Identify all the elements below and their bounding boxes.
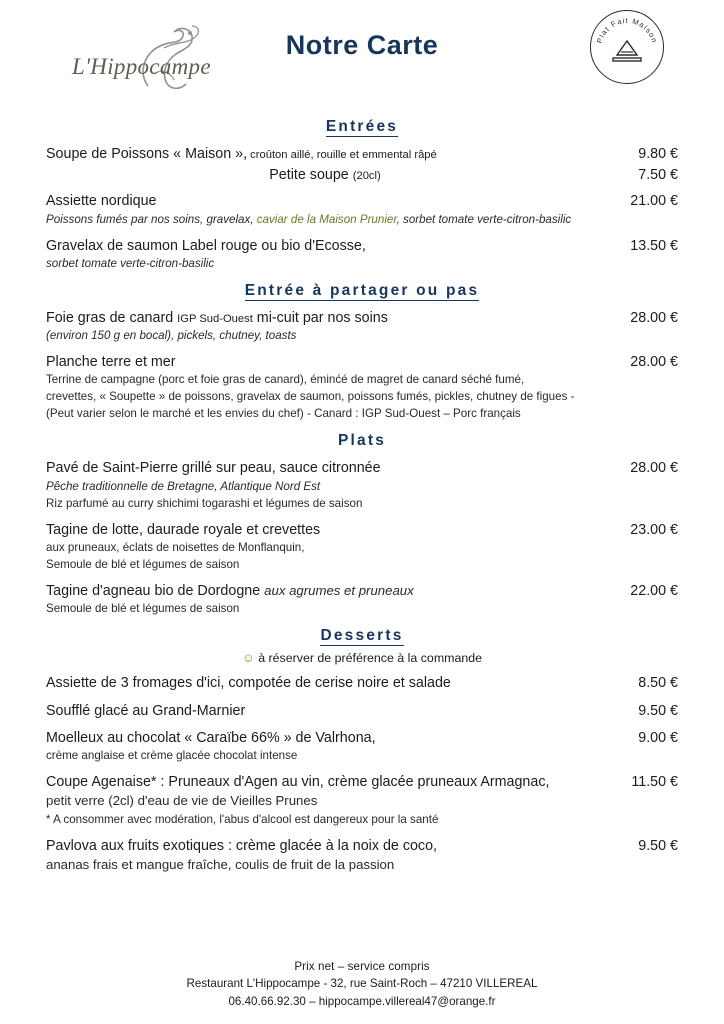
item-price: 22.00 € [630, 582, 678, 599]
item-price: 8.50 € [638, 675, 678, 692]
item-description-line: (Peut varier selon le marché et les envies du chef) - Canard : IGP Sud-Ouest – Porc français [46, 407, 521, 421]
smiley-icon: ☺ [241, 651, 255, 666]
item-name-rest: : Pruneaux d'Agen au vin, crème glacée pruneaux Armagnac, [156, 774, 550, 791]
item-name: Soufflé glacé au Grand-Marnier [46, 702, 246, 719]
homemade-stamp [590, 10, 664, 84]
item-price: 28.00 € [630, 354, 678, 371]
item-description-line: crème anglaise et crème glacée chocolat intense [46, 749, 298, 763]
item-name: Coupe Agenaise* [46, 774, 157, 791]
svg-text:Plat Fait Maison: Plat Fait Maison [594, 15, 660, 45]
item-footnote: * A consommer avec modération, l'abus d'alcool est dangereux pour la santé [46, 812, 439, 826]
item-price: 23.00 € [630, 521, 678, 538]
item-price: 13.50 € [630, 237, 678, 254]
menu-item [46, 729, 678, 764]
item-description: sorbet tomate verte-citron-basilic [46, 256, 215, 270]
item-name-end: mi-cuit par nos soins [252, 309, 388, 326]
item-description-line: petit verre (2cl) d'eau de vie de Vieilles Prunes [46, 793, 318, 809]
section-title-entrees: Entrées [325, 118, 399, 135]
item-description-highlight: caviar de la Maison Prunier [256, 212, 397, 226]
item-description-line: ananas frais et mangue fraîche, coulis de fruit de la passion [46, 856, 395, 872]
menu-item [46, 674, 678, 692]
item-description-line: Riz parfumé au curry shichimi togarashi et légumes de saison [46, 496, 363, 510]
item-price: 11.50 € [631, 774, 678, 791]
item-price: 9.00 € [638, 729, 678, 746]
item-name: Foie gras de canard [46, 309, 178, 326]
menu-item [46, 309, 678, 344]
section-title-plats: Plats [337, 432, 387, 450]
item-name: Assiette nordique [46, 193, 157, 210]
menu-item [46, 702, 678, 720]
section-title-entree-partager: Entrée à partager ou pas [244, 281, 480, 299]
page-footer [0, 958, 724, 1010]
subitem-price: 7.50 € [638, 167, 678, 184]
menu-item [46, 237, 678, 272]
item-name-detail: aux agrumes et pruneaux [264, 582, 414, 598]
item-name-rest: compotée de cerise noire et salade [224, 675, 451, 692]
item-description: (environ 150 g en bocal), pickels, chutney, toasts [46, 329, 297, 343]
menu-item [46, 192, 678, 227]
menu-item [46, 145, 678, 163]
item-name: Pavlova aux fruits exotiques [46, 837, 225, 854]
item-name: Assiette de 3 fromages d'ici, [46, 675, 225, 692]
desserts-note [46, 651, 678, 665]
item-price: 28.00 € [630, 460, 678, 477]
subitem-name: Petite soupe [269, 167, 349, 184]
item-name-suffix: croûton aillé, rouille et emmental râpé [247, 149, 437, 161]
item-name: Soupe de Poissons « Maison », [46, 146, 248, 162]
item-price: 9.50 € [638, 702, 678, 719]
item-price: 21.00 € [630, 193, 678, 210]
section-entrees [46, 145, 678, 272]
item-description-line: crevettes, « Soupette » de poissons, gravelax de saumon, poissons fumés, pickles, chutney de figues - [46, 390, 575, 404]
item-description-line: aux pruneaux, éclats de noisettes de Monflanquin, [46, 540, 305, 554]
item-price: 9.80 € [638, 146, 678, 162]
stamp-graphic [591, 11, 663, 83]
item-name: Tagine de lotte, daurade royale et crevettes [46, 521, 321, 538]
item-price: 9.50 € [638, 837, 678, 854]
menu-subitem [46, 167, 678, 183]
item-name: Planche terre et mer [46, 354, 176, 371]
item-description-line: Terrine de campagne (porc et foie gras de canard), éminćé de magret de canard séché fumé, [46, 373, 525, 387]
menu-item [46, 837, 678, 875]
subitem-qty: (20cl) [352, 170, 381, 183]
menu-item [46, 353, 678, 422]
menu-item [46, 521, 678, 573]
menu-item [46, 582, 678, 617]
section-desserts [46, 674, 678, 874]
logo-text: L'Hippocampe [72, 54, 211, 79]
item-name: Gravelax de saumon Label rouge ou bio d'Ecosse, [46, 237, 366, 254]
footer-contact: 06.40.66.92.30 – hippocampe.villereal47@orange.fr [228, 994, 496, 1008]
desserts-note-text: à réserver de préférence à la commande [258, 651, 483, 666]
footer-address: Restaurant L'Hippocampe - 32, rue Saint-Roch – 47210 VILLEREAL [186, 977, 538, 991]
section-entree-partager [46, 309, 678, 423]
item-description-line: Semoule de blé et légumes de saison [46, 602, 240, 616]
item-name: Tagine d'agneau bio de Dordogne [46, 582, 265, 599]
item-name-origin: IGP Sud-Ouest [177, 312, 253, 325]
menu-item [46, 459, 678, 511]
footer-price-note: Prix net – service compris [294, 959, 430, 973]
page-header [46, 0, 678, 108]
item-description-line: Semoule de blé et légumes de saison [46, 557, 240, 571]
page-title: Notre Carte [285, 30, 439, 60]
section-title-desserts: Desserts [320, 627, 404, 645]
item-description: Poissons fumés par nos soins, gravelax, caviar de la Maison Prunier, sorbet tomate verte-citron-basilic [46, 212, 572, 226]
item-name-rest: : crème glacée à la noix de coco, [224, 837, 437, 854]
item-name: Moelleux au chocolat « Caraïbe 66% » de Valrhona, [46, 729, 376, 746]
item-name: Pavé de Saint-Pierre grillé sur peau, sauce citronnée [46, 460, 381, 477]
item-price: 28.00 € [630, 309, 678, 326]
menu-item [46, 773, 678, 828]
section-plats [46, 459, 678, 617]
item-description-line: Pêche traditionnelle de Bretagne, Atlantique Nord Est [46, 479, 321, 493]
